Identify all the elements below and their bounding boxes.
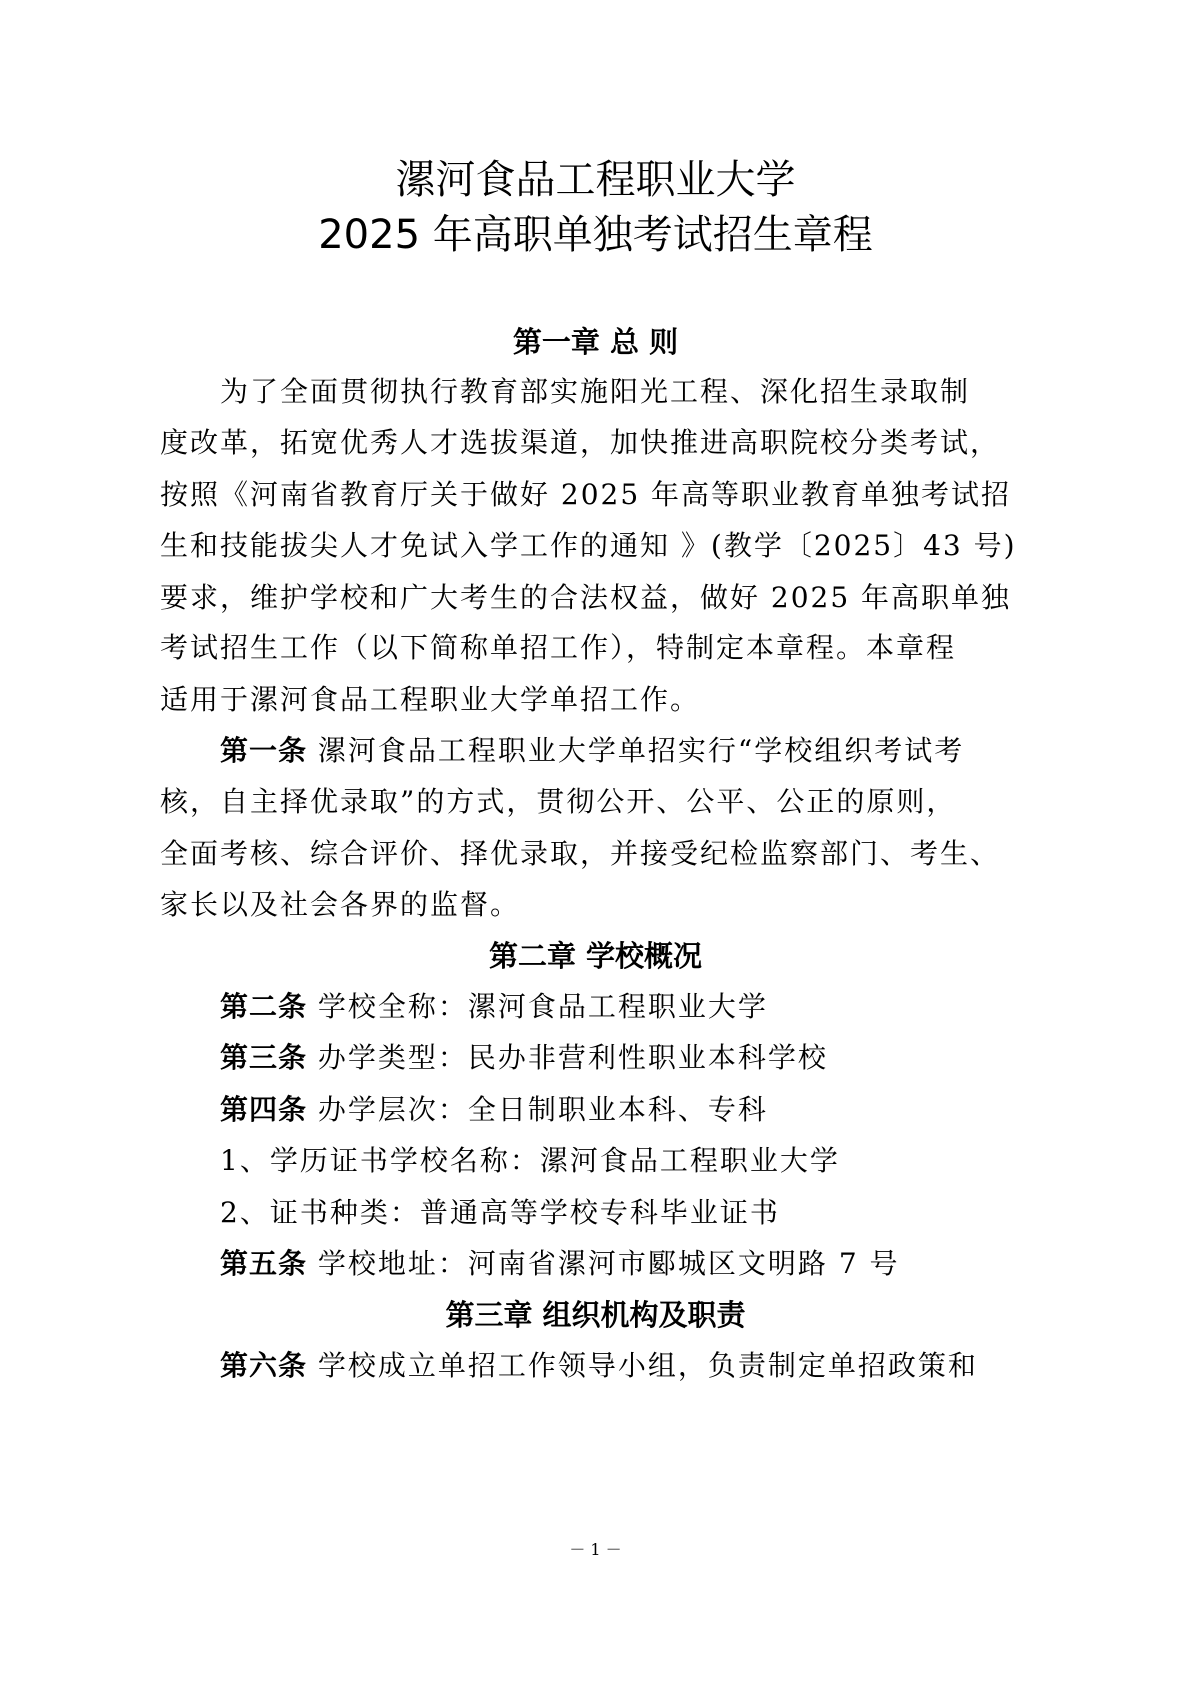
paragraph-line: 按照《河南省教育厅关于做好 2025 年高等职业教育单独考试招 bbox=[160, 478, 1012, 511]
article-6-line bbox=[220, 1346, 1100, 1386]
article-label: 第六条 bbox=[220, 1349, 308, 1382]
paragraph-line: 考试招生工作（以下简称单招工作），特制定本章程。本章程 bbox=[160, 631, 957, 664]
article-text: 学校地址：河南省漯河市郾城区文明路 7 号 bbox=[317, 1247, 900, 1280]
paragraph-line: 全面考核、综合评价、择优录取，并接受纪检监察部门、考生、 bbox=[160, 837, 1001, 870]
article-5-line bbox=[220, 1244, 1100, 1284]
article-2-line bbox=[220, 987, 1100, 1027]
paragraph-line: 要求，维护学校和广大考生的合法权益，做好 2025 年高职单独 bbox=[160, 581, 1012, 614]
article-text: 办学层次：全日制职业本科、专科 bbox=[317, 1093, 768, 1126]
list-item-2: 2、证书种类：普通高等学校专科毕业证书 bbox=[220, 1196, 780, 1229]
paragraph-line: 度改革，拓宽优秀人才选拔渠道，加快推进高职院校分类考试， bbox=[160, 426, 1001, 459]
article-text: 学校成立单招工作领导小组，负责制定单招政策和 bbox=[317, 1349, 978, 1382]
article-text: 学校全称：漯河食品工程职业大学 bbox=[317, 990, 768, 1023]
article-1-line bbox=[220, 731, 1100, 771]
article-label: 第三条 bbox=[220, 1041, 308, 1074]
paragraph-line: 适用于漯河食品工程职业大学单招工作。 bbox=[160, 683, 701, 716]
paragraph-line: 家长以及社会各界的监督。 bbox=[160, 888, 521, 921]
article-label: 第五条 bbox=[220, 1247, 308, 1280]
paragraph-line: 核，自主择优录取”的方式，贯彻公开、公平、公正的原则， bbox=[160, 785, 957, 818]
chapter-heading-1: 第一章 总 则 bbox=[512, 325, 679, 359]
chapter-heading-2: 第二章 学校概况 bbox=[488, 939, 703, 973]
article-4-line bbox=[220, 1090, 1100, 1130]
list-item-1: 1、学历证书学校名称：漯河食品工程职业大学 bbox=[220, 1144, 840, 1177]
article-label: 第二条 bbox=[220, 990, 308, 1023]
paragraph-line: 生和技能拔尖人才免试入学工作的通知 》(教学〔2025〕43 号) bbox=[160, 529, 1017, 562]
document-title-line2: 2025 年高职单独考试招生章程 bbox=[318, 212, 873, 258]
article-text: 漯河食品工程职业大学单招实行“学校组织考试考 bbox=[317, 734, 965, 767]
article-text: 办学类型：民办非营利性职业本科学校 bbox=[317, 1041, 828, 1074]
article-label: 第一条 bbox=[220, 734, 308, 767]
page-number: － 1 － bbox=[569, 1540, 622, 1559]
document-title-line1: 漯河食品工程职业大学 bbox=[395, 157, 796, 203]
article-label: 第四条 bbox=[220, 1093, 308, 1126]
chapter-heading-3: 第三章 组织机构及职责 bbox=[445, 1298, 746, 1332]
paragraph-line: 为了全面贯彻执行教育部实施阳光工程、深化招生录取制 bbox=[220, 375, 971, 408]
article-3-line bbox=[220, 1038, 1100, 1078]
